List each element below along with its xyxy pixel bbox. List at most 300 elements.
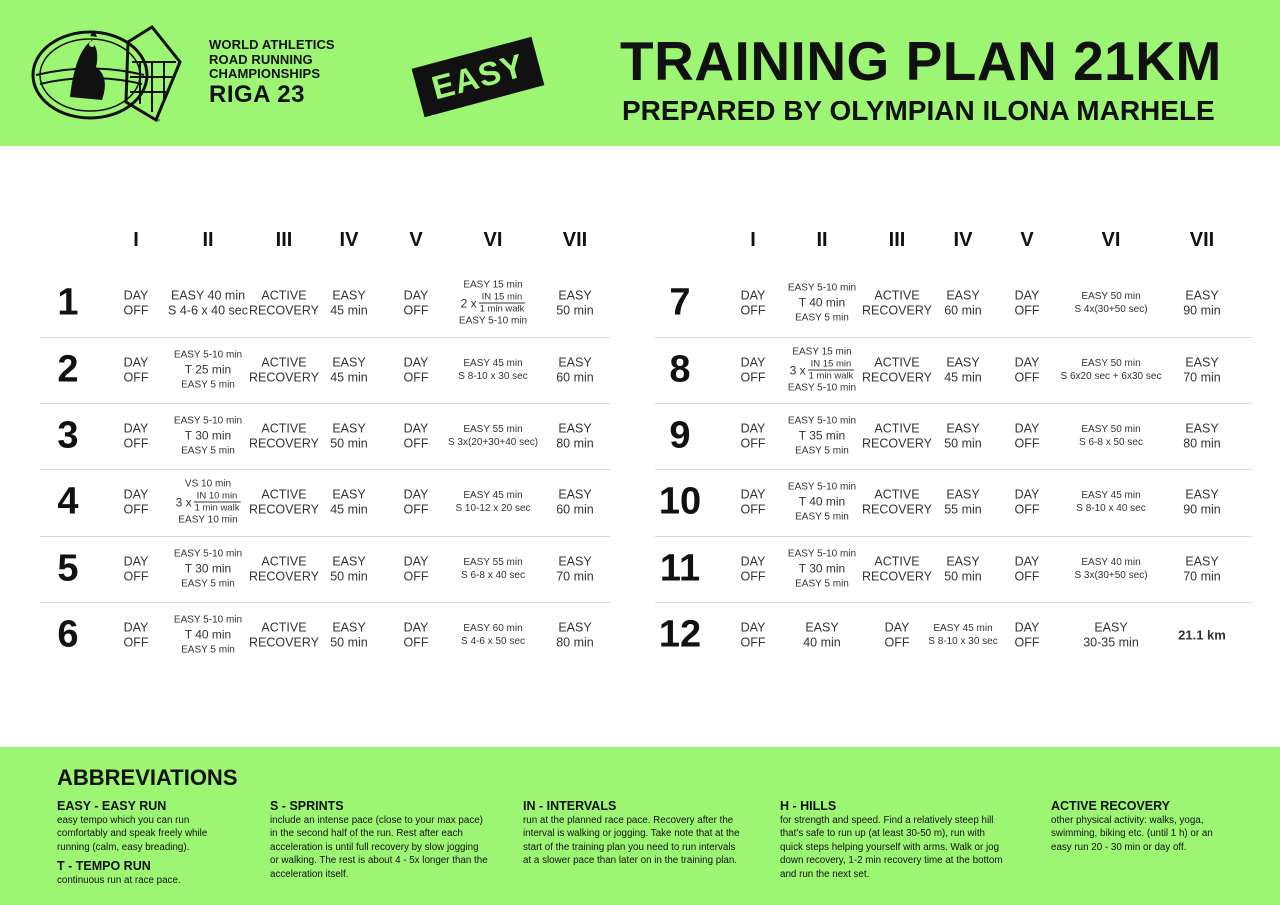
day-header-l-1: I bbox=[133, 229, 139, 251]
plan-cell-week9-day2 bbox=[788, 415, 856, 458]
plan-cell-week6-day1 bbox=[124, 621, 149, 650]
cell-line: ACTIVE bbox=[874, 355, 920, 370]
plan-cell-week5-day3 bbox=[249, 555, 319, 584]
interval-set bbox=[176, 491, 241, 514]
cell-line: EASY bbox=[946, 355, 980, 370]
cell-line: DAY bbox=[1014, 620, 1040, 635]
cell-line: OFF bbox=[403, 436, 429, 450]
plan-cell-week5-day2 bbox=[174, 548, 242, 591]
cell-line: OFF bbox=[884, 635, 910, 649]
plan-cell-week7-day4 bbox=[944, 289, 982, 318]
cell-line: S 6x20 sec + 6x30 sec bbox=[1060, 371, 1162, 382]
cooldown-line: EASY 5-10 min bbox=[458, 315, 528, 327]
cell-line: EASY 45 min bbox=[463, 490, 523, 501]
plan-cell-week8-day6 bbox=[1061, 357, 1162, 383]
plan-cell-week8-day5 bbox=[1015, 356, 1040, 385]
plan-cell-week5-day4 bbox=[330, 555, 368, 584]
cell-line: EASY 50 min bbox=[1081, 291, 1141, 302]
week-number: 11 bbox=[659, 547, 701, 590]
cell-line: EASY 45 min bbox=[1081, 490, 1141, 501]
cell-line: EASY 55 min bbox=[463, 424, 523, 435]
plan-cell-week3-day3 bbox=[249, 422, 319, 451]
day-header-l-5: V bbox=[409, 229, 423, 251]
cell-line: DAY bbox=[403, 288, 429, 303]
day-header-l-2: II bbox=[202, 229, 214, 251]
cell-line: DAY bbox=[1014, 355, 1040, 370]
cell-line: EASY bbox=[1185, 355, 1219, 370]
cell-line: DAY bbox=[740, 421, 766, 436]
abbr-easy-heading: EASY - EASY RUN bbox=[57, 799, 167, 813]
cell-line: 45 min bbox=[330, 370, 368, 384]
plan-cell-week3-day5 bbox=[404, 422, 429, 451]
plan-cell-week10-day5 bbox=[1015, 488, 1040, 517]
page-title: TRAINING PLAN 21KM bbox=[620, 30, 1222, 92]
warmup-line: EASY 5-10 min bbox=[173, 614, 243, 626]
plan-cell-week6-day2 bbox=[174, 614, 242, 657]
cooldown-line: EASY 5 min bbox=[795, 445, 849, 457]
plan-cell-week2-day3 bbox=[249, 356, 319, 385]
plan-cell-week3-day1 bbox=[124, 422, 149, 451]
plan-cell-week2-day7 bbox=[556, 356, 594, 385]
cell-line: 90 min bbox=[1183, 303, 1221, 317]
cell-line: 50 min bbox=[944, 436, 982, 450]
day-header-l-6: VI bbox=[483, 229, 503, 251]
warmup-line: EASY 5-10 min bbox=[173, 349, 243, 361]
plan-cell-week8-day1 bbox=[741, 356, 766, 385]
cell-line: OFF bbox=[123, 635, 149, 649]
cell-line: DAY bbox=[740, 487, 766, 502]
plan-cell-week8-day3 bbox=[862, 356, 932, 385]
row-separator bbox=[655, 536, 1252, 537]
plan-cell-week6-day3 bbox=[249, 621, 319, 650]
plan-cell-week6-day5 bbox=[404, 621, 429, 650]
workout-main-line: T 35 min bbox=[798, 428, 846, 443]
cell-line: 70 min bbox=[556, 569, 594, 583]
interval-fraction bbox=[808, 359, 855, 382]
row-separator bbox=[655, 403, 1252, 404]
plan-cell-week3-day7 bbox=[556, 422, 594, 451]
plan-cell-week11-day4 bbox=[944, 555, 982, 584]
plan-cell-week3-day6 bbox=[448, 423, 538, 449]
warmup-line: EASY 5-10 min bbox=[173, 415, 243, 427]
org-riga: RIGA 23 bbox=[209, 80, 305, 108]
day-header-l-7: VII bbox=[562, 229, 588, 251]
cell-line: RECOVERY bbox=[862, 436, 932, 450]
week-number: 2 bbox=[57, 348, 79, 391]
cell-line: ACTIVE bbox=[261, 554, 307, 569]
plan-cell-week1-day5 bbox=[404, 289, 429, 318]
interval-recovery: 1 min walk bbox=[479, 303, 525, 315]
abbr-active-heading: ACTIVE RECOVERY bbox=[1051, 799, 1171, 813]
cell-line: OFF bbox=[1014, 635, 1040, 649]
cell-line: OFF bbox=[740, 436, 766, 450]
cell-line: EASY bbox=[946, 288, 980, 303]
cell-line: 50 min bbox=[330, 436, 368, 450]
cell-line: DAY bbox=[884, 620, 910, 635]
cell-line: ACTIVE bbox=[261, 288, 307, 303]
plan-cell-week7-day2 bbox=[788, 282, 856, 325]
plan-cell-week1-day1 bbox=[124, 289, 149, 318]
cell-line: OFF bbox=[403, 370, 429, 384]
plan-cell-week4-day3 bbox=[249, 488, 319, 517]
cooldown-line: EASY 10 min bbox=[178, 514, 238, 526]
row-separator bbox=[655, 602, 1252, 603]
cell-line: EASY 50 min bbox=[1081, 358, 1141, 369]
cell-line: DAY bbox=[123, 355, 149, 370]
plan-cell-week8-day7 bbox=[1183, 356, 1221, 385]
cell-line: EASY bbox=[558, 620, 592, 635]
cooldown-line: EASY 5 min bbox=[181, 578, 235, 590]
plan-cell-week9-day1 bbox=[741, 422, 766, 451]
interval-set bbox=[461, 292, 526, 315]
cell-line: EASY bbox=[1185, 554, 1219, 569]
riga23-logo bbox=[30, 22, 190, 124]
row-separator bbox=[40, 602, 610, 603]
cell-line: OFF bbox=[740, 635, 766, 649]
week-number: 9 bbox=[669, 414, 691, 457]
plan-cell-week11-day1 bbox=[741, 555, 766, 584]
cell-line: 45 min bbox=[330, 502, 368, 516]
interval-fraction bbox=[479, 292, 526, 315]
plan-cell-week6-day4 bbox=[330, 621, 368, 650]
interval-work: IN 15 min bbox=[479, 292, 526, 304]
cell-line: DAY bbox=[740, 620, 766, 635]
abbr-active-text: other physical activity: walks, yoga, swimming, biking etc. (until 1 h) or an easy run 20 - 30 min or day off. bbox=[1051, 815, 1213, 853]
cell-line: 55 min bbox=[944, 502, 982, 516]
plan-cell-week10-day6 bbox=[1076, 489, 1145, 515]
abbr-intervals-text: run at the planned race pace. Recovery after the interval is walking or jogging. Take note that at the start of the training plan you need to run intervals at a slower pace than later on in the training plan. bbox=[523, 815, 740, 867]
plan-cell-week11-day2 bbox=[788, 548, 856, 591]
workout-main-line: T 30 min bbox=[184, 561, 232, 576]
abbr-sprints-text: include an intense pace (close to your max pace) in the second half of the run. Rest after each acceleration is until full recovery by slow jogging or walking. The rest is about 4 - 5x longer than the acceleration itself. bbox=[270, 815, 488, 880]
cell-line: 30-35 min bbox=[1083, 635, 1139, 649]
plan-cell-week9-day3 bbox=[862, 422, 932, 451]
plan-cell-week11-day7 bbox=[1183, 555, 1221, 584]
plan-cell-week12-day7 bbox=[1178, 628, 1226, 643]
cell-line: EASY bbox=[332, 288, 366, 303]
cell-line: EASY bbox=[1185, 288, 1219, 303]
cell-line: S 3x(30+50 sec) bbox=[1074, 570, 1148, 581]
workout-main-line: T 40 min bbox=[184, 627, 232, 642]
cell-line: EASY bbox=[946, 487, 980, 502]
header-band bbox=[0, 0, 1280, 146]
cell-line: ACTIVE bbox=[874, 421, 920, 436]
plan-cell-week5-day5 bbox=[404, 555, 429, 584]
cell-line: DAY bbox=[740, 355, 766, 370]
plan-cell-week1-day6 bbox=[459, 279, 527, 328]
cell-line: DAY bbox=[403, 355, 429, 370]
plan-cell-week4-day1 bbox=[124, 488, 149, 517]
org-line-3: CHAMPIONSHIPS bbox=[209, 66, 321, 81]
org-line-1: WORLD ATHLETICS bbox=[209, 37, 335, 52]
week-number: 8 bbox=[669, 348, 691, 391]
cell-line: S 4-6 x 40 sec bbox=[168, 303, 248, 317]
plan-cell-week10-day2 bbox=[788, 481, 856, 524]
week-number: 6 bbox=[57, 613, 79, 656]
cooldown-line: EASY 5 min bbox=[181, 379, 235, 391]
abbr-tempo-heading: T - TEMPO RUN bbox=[57, 859, 151, 873]
cell-line: OFF bbox=[123, 370, 149, 384]
cell-line: RECOVERY bbox=[862, 569, 932, 583]
cell-line: ACTIVE bbox=[874, 554, 920, 569]
interval-multiplier: 3 x bbox=[175, 495, 192, 509]
week-number: 5 bbox=[57, 547, 79, 590]
cell-line: OFF bbox=[1014, 370, 1040, 384]
abbr-tempo-text: continuous run at race pace. bbox=[57, 875, 181, 886]
workout-main-line: T 40 min bbox=[798, 494, 846, 509]
week-number: 7 bbox=[669, 281, 691, 324]
cooldown-line: EASY 5 min bbox=[181, 445, 235, 457]
page-subtitle: PREPARED BY OLYMPIAN ILONA MARHELE bbox=[622, 95, 1215, 126]
cell-line: EASY bbox=[1185, 421, 1219, 436]
cell-line: EASY bbox=[1185, 487, 1219, 502]
cell-line: OFF bbox=[123, 436, 149, 450]
plan-cell-week4-day2 bbox=[176, 478, 241, 527]
plan-cell-week6-day7 bbox=[556, 621, 594, 650]
warmup-line: VS 10 min bbox=[184, 478, 232, 490]
cell-line: 50 min bbox=[556, 303, 594, 317]
plan-cell-week11-day6 bbox=[1074, 556, 1147, 582]
cell-line: DAY bbox=[1014, 487, 1040, 502]
cell-line: RECOVERY bbox=[249, 502, 319, 516]
warmup-line: EASY 15 min bbox=[792, 346, 852, 358]
cell-line: 45 min bbox=[330, 303, 368, 317]
row-separator bbox=[40, 536, 610, 537]
cell-line: EASY bbox=[558, 487, 592, 502]
day-header-r-6: VI bbox=[1101, 229, 1121, 251]
cell-line: EASY bbox=[332, 487, 366, 502]
cell-line: EASY 45 min bbox=[933, 623, 993, 634]
workout-main-line: T 30 min bbox=[184, 428, 232, 443]
cell-line: OFF bbox=[740, 303, 766, 317]
cell-line: OFF bbox=[403, 569, 429, 583]
cooldown-line: EASY 5 min bbox=[795, 578, 849, 590]
day-header-r-5: V bbox=[1020, 229, 1034, 251]
abbreviations-title: ABBREVIATIONS bbox=[57, 765, 238, 790]
cell-line: ACTIVE bbox=[874, 487, 920, 502]
interval-work: IN 10 min bbox=[194, 491, 241, 503]
plan-cell-week1-day3 bbox=[249, 289, 319, 318]
plan-cell-week4-day4 bbox=[330, 488, 368, 517]
cell-line: EASY 55 min bbox=[463, 557, 523, 568]
cell-line: RECOVERY bbox=[862, 502, 932, 516]
cell-line: EASY bbox=[332, 620, 366, 635]
warmup-line: EASY 5-10 min bbox=[787, 481, 857, 493]
day-header-r-1: I bbox=[750, 229, 756, 251]
plan-cell-week8-day2 bbox=[788, 346, 856, 395]
interval-work: IN 15 min bbox=[808, 359, 855, 371]
plan-cell-week7-day6 bbox=[1074, 290, 1147, 316]
cell-line: 50 min bbox=[330, 635, 368, 649]
plan-cell-week9-day4 bbox=[944, 422, 982, 451]
cell-line: RECOVERY bbox=[249, 370, 319, 384]
cell-line: DAY bbox=[403, 554, 429, 569]
plan-cell-week7-day1 bbox=[741, 289, 766, 318]
row-separator bbox=[40, 403, 610, 404]
championship-name bbox=[209, 38, 359, 108]
cell-line: 90 min bbox=[1183, 502, 1221, 516]
workout-main-line: T 30 min bbox=[798, 561, 846, 576]
row-separator bbox=[655, 469, 1252, 470]
plan-cell-week4-day5 bbox=[404, 488, 429, 517]
cell-line: 80 min bbox=[556, 436, 594, 450]
interval-recovery: 1 min walk bbox=[808, 370, 854, 382]
plan-cell-week7-day7 bbox=[1183, 289, 1221, 318]
cooldown-line: EASY 5-10 min bbox=[787, 382, 857, 394]
plan-cell-week3-day4 bbox=[330, 422, 368, 451]
cell-line: OFF bbox=[123, 502, 149, 516]
cell-line: EASY 40 min bbox=[1081, 557, 1141, 568]
cell-line: EASY bbox=[946, 421, 980, 436]
cell-line: S 8-10 x 30 sec bbox=[928, 636, 998, 647]
day-header-r-2: II bbox=[816, 229, 828, 251]
cell-line: S 6-8 x 50 sec bbox=[1079, 437, 1143, 448]
interval-multiplier: 3 x bbox=[789, 363, 806, 377]
cell-line: S 8-10 x 40 sec bbox=[1076, 503, 1146, 514]
plan-cell-week9-day5 bbox=[1015, 422, 1040, 451]
cell-line: OFF bbox=[403, 502, 429, 516]
plan-cell-week5-day1 bbox=[124, 555, 149, 584]
plan-cell-week1-day7 bbox=[556, 289, 594, 318]
cell-line: S 4-6 x 50 sec bbox=[461, 636, 525, 647]
plan-cell-week10-day1 bbox=[741, 488, 766, 517]
cell-line: DAY bbox=[403, 421, 429, 436]
plan-cell-week12-day2 bbox=[803, 621, 841, 650]
cell-line: ACTIVE bbox=[874, 288, 920, 303]
cell-line: S 4x(30+50 sec) bbox=[1074, 304, 1148, 315]
cell-line: DAY bbox=[403, 487, 429, 502]
cell-line: DAY bbox=[123, 288, 149, 303]
week-number: 10 bbox=[658, 480, 702, 523]
cell-line: EASY bbox=[558, 421, 592, 436]
plan-cell-week4-day6 bbox=[455, 489, 530, 515]
cell-line: OFF bbox=[403, 303, 429, 317]
cell-line: EASY bbox=[946, 554, 980, 569]
cell-line: 45 min bbox=[944, 370, 982, 384]
cooldown-line: EASY 5 min bbox=[795, 511, 849, 523]
cell-line: 60 min bbox=[556, 370, 594, 384]
cell-line: S 6-8 x 40 sec bbox=[461, 570, 525, 581]
plan-cell-week5-day7 bbox=[556, 555, 594, 584]
day-header-r-7: VII bbox=[1189, 229, 1215, 251]
cell-line: 60 min bbox=[556, 502, 594, 516]
plan-cell-week2-day1 bbox=[124, 356, 149, 385]
day-header-l-3: III bbox=[275, 229, 293, 251]
cooldown-line: EASY 5 min bbox=[795, 312, 849, 324]
cell-line: 60 min bbox=[944, 303, 982, 317]
cell-line: EASY 40 min bbox=[170, 288, 246, 303]
interval-set bbox=[790, 359, 855, 382]
cell-line: OFF bbox=[740, 502, 766, 516]
cell-line: RECOVERY bbox=[862, 303, 932, 317]
cell-line: RECOVERY bbox=[249, 569, 319, 583]
cell-line: S 8-10 x 30 sec bbox=[458, 371, 528, 382]
cell-line: DAY bbox=[403, 620, 429, 635]
cell-line: EASY bbox=[1094, 620, 1128, 635]
abbr-intervals-heading: IN - INTERVALS bbox=[523, 799, 617, 813]
plan-cell-week11-day5 bbox=[1015, 555, 1040, 584]
difficulty-badge: EASY bbox=[412, 37, 545, 117]
warmup-line: EASY 5-10 min bbox=[787, 282, 857, 294]
plan-cell-week9-day7 bbox=[1183, 422, 1221, 451]
abbr-hills-heading: H - HILLS bbox=[780, 799, 837, 813]
workout-main-line: T 40 min bbox=[798, 295, 846, 310]
trademark-mark: ™ bbox=[154, 119, 160, 124]
cell-line: DAY bbox=[123, 620, 149, 635]
final-race-distance: 21.1 km bbox=[1178, 627, 1226, 643]
cell-line: DAY bbox=[123, 554, 149, 569]
plan-cell-week2-day5 bbox=[404, 356, 429, 385]
plan-cell-week4-day7 bbox=[556, 488, 594, 517]
cell-line: 40 min bbox=[803, 635, 841, 649]
plan-cell-week10-day3 bbox=[862, 488, 932, 517]
cell-line: OFF bbox=[123, 569, 149, 583]
cell-line: RECOVERY bbox=[249, 635, 319, 649]
plan-cell-week12-day6 bbox=[1083, 621, 1139, 650]
plan-cell-week5-day6 bbox=[461, 556, 525, 582]
plan-cell-week12-day4 bbox=[928, 622, 997, 648]
plan-cell-week7-day5 bbox=[1015, 289, 1040, 318]
cell-line: 70 min bbox=[1183, 569, 1221, 583]
cell-line: EASY 45 min bbox=[463, 358, 523, 369]
cell-line: DAY bbox=[1014, 288, 1040, 303]
warmup-line: EASY 5-10 min bbox=[787, 548, 857, 560]
plan-cell-week3-day2 bbox=[174, 415, 242, 458]
plan-cell-week10-day7 bbox=[1183, 488, 1221, 517]
cell-line: 70 min bbox=[1183, 370, 1221, 384]
day-header-r-3: III bbox=[888, 229, 906, 251]
warmup-line: EASY 5-10 min bbox=[787, 415, 857, 427]
plan-cell-week8-day4 bbox=[944, 356, 982, 385]
cell-line: OFF bbox=[123, 303, 149, 317]
plan-cell-week12-day5 bbox=[1015, 621, 1040, 650]
cell-line: RECOVERY bbox=[862, 370, 932, 384]
cell-line: DAY bbox=[123, 487, 149, 502]
cell-line: 50 min bbox=[944, 569, 982, 583]
interval-recovery: 1 min walk bbox=[194, 502, 240, 514]
cell-line: DAY bbox=[123, 421, 149, 436]
plan-cell-week6-day6 bbox=[461, 622, 525, 648]
cell-line: OFF bbox=[740, 370, 766, 384]
cell-line: ACTIVE bbox=[261, 421, 307, 436]
week-number: 12 bbox=[658, 613, 702, 656]
cell-line: DAY bbox=[1014, 421, 1040, 436]
cell-line: S 10-12 x 20 sec bbox=[455, 503, 531, 514]
cell-line: EASY 50 min bbox=[1081, 424, 1141, 435]
cell-line: OFF bbox=[1014, 303, 1040, 317]
interval-multiplier: 2 x bbox=[460, 296, 477, 310]
cell-line: OFF bbox=[403, 635, 429, 649]
plan-cell-week2-day4 bbox=[330, 356, 368, 385]
cell-line: 80 min bbox=[1183, 436, 1221, 450]
cell-line: RECOVERY bbox=[249, 303, 319, 317]
week-number: 4 bbox=[57, 480, 79, 523]
plan-cell-week12-day1 bbox=[741, 621, 766, 650]
org-line-2: ROAD RUNNING bbox=[209, 51, 313, 67]
plan-cell-week9-day6 bbox=[1079, 423, 1143, 449]
plan-cell-week1-day2 bbox=[168, 289, 248, 318]
cell-line: DAY bbox=[740, 288, 766, 303]
cell-line: EASY bbox=[332, 355, 366, 370]
workout-main-line: T 25 min bbox=[184, 362, 232, 377]
cell-line: ACTIVE bbox=[261, 355, 307, 370]
cell-line: 50 min bbox=[330, 569, 368, 583]
plan-cell-week11-day3 bbox=[862, 555, 932, 584]
day-header-l-4: IV bbox=[339, 229, 359, 251]
cell-line: RECOVERY bbox=[249, 436, 319, 450]
abbr-hills-text: for strength and speed. Find a relatively steep hill that's safe to run up (at least 30-50 m), run with quick steps helping yourself with arms. Walk or jog down recovery, 1-2 min recovery time at the bottom and run the next set. bbox=[780, 815, 1003, 880]
cell-line: OFF bbox=[1014, 569, 1040, 583]
